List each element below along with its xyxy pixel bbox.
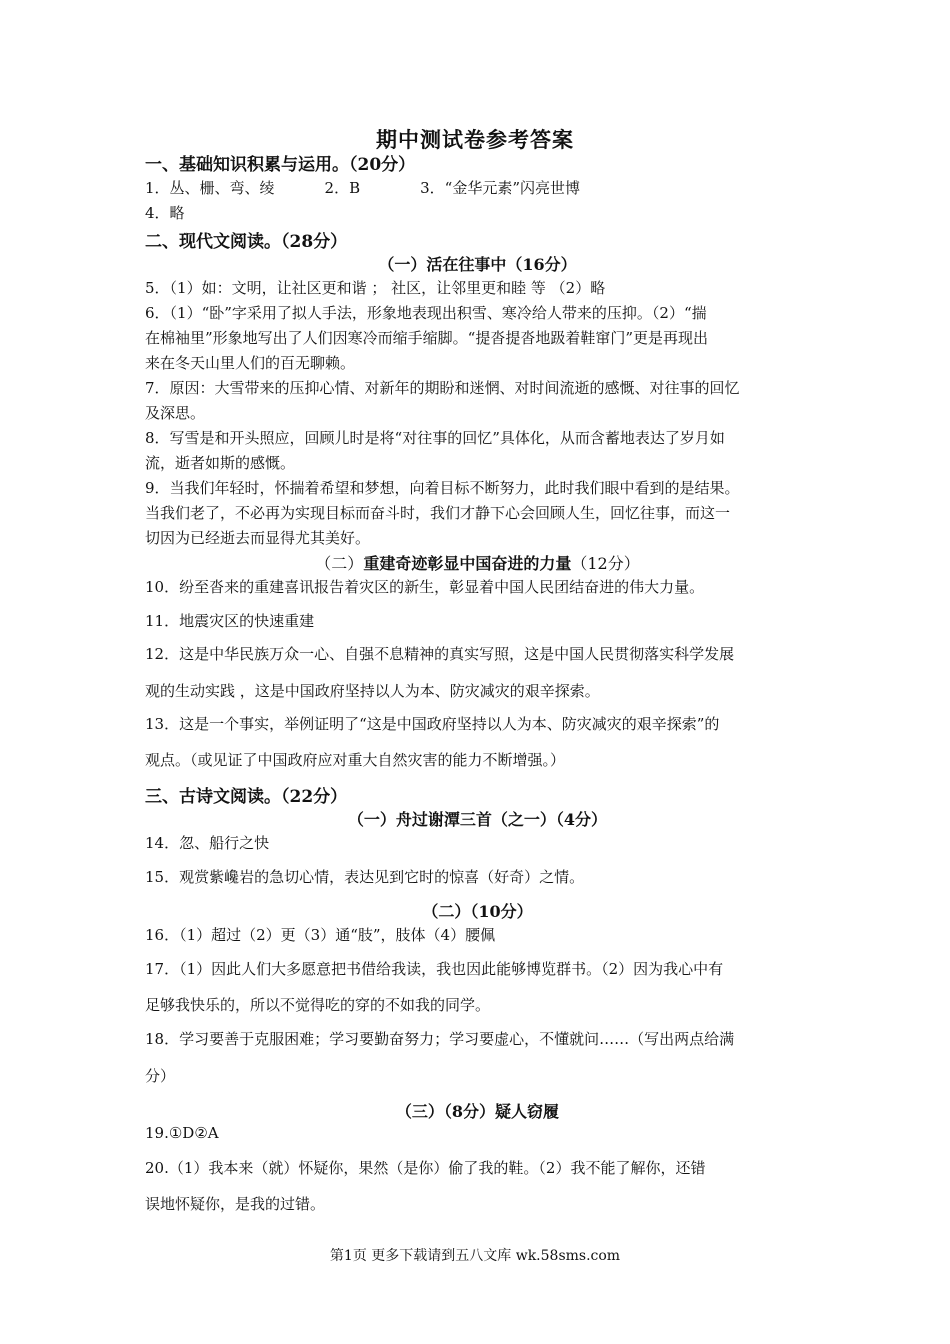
answer-line-1-3	[145, 177, 810, 198]
section-1-heading: 一、基础知识积累与运用。（20分）	[145, 155, 416, 175]
answer-9-line-1: 9．当我们年轻时，怀揣着希望和梦想，向着目标不断努力，此时我们眼中看到的是结果。	[145, 479, 740, 497]
answer-7-line-1: 7．原因：大雪带来的压抑心情、对新年的期盼和迷惘、对时间流逝的感慨、对往事的回忆	[145, 379, 740, 397]
answer-5: 5．（1）如：文明，让社区更和谐 ； 社区，让邻里更和睦 等 （2）略	[145, 279, 606, 297]
answer-17-line-2: 足够我快乐的，所以不觉得吃的穿的不如我的同学。	[145, 996, 491, 1014]
section-3-sub-1-heading: （一）舟过谢潭三首（之一）（4分）	[347, 810, 608, 829]
section-2-heading: 二、现代文阅读。（28分）	[145, 232, 348, 252]
answer-18-line-2: 分）	[145, 1067, 176, 1085]
answer-13-line-1: 13．这是一个事实，举例证明了“这是中国政府坚持以人为本、防灾减灾的艰辛探索”的	[145, 715, 720, 733]
answer-12-line-2: 观的生动实践 ，这是中国政府坚持以人为本、防灾减灾的艰辛探索。	[145, 682, 600, 700]
section-3-sub-3-heading: （三）（8分）疑人窃履	[395, 1102, 560, 1121]
sub-2-title: 重建奇迹彰显中国奋进的力量	[363, 554, 572, 573]
answer-15: 15．观赏紫巉岩的急切心情，表达见到它时的惊喜（好奇）之情。	[145, 868, 585, 886]
section-2-sub-1-heading: （一）活在往事中（16分）	[378, 255, 577, 274]
answer-9-line-3: 切因为已经逝去而显得尤其美好。	[145, 529, 371, 547]
answer-1: 1．丛、栅、弯、绫	[145, 179, 275, 197]
answer-20-line-1: 20.（1）我本来（就）怀疑你，果然（是你）偷了我的鞋。（2）我不能了解你，还错	[145, 1159, 706, 1177]
answer-16: 16．（1）超过（2）更（3）通“肢”，肢体（4）腰佩	[145, 926, 496, 944]
answer-2: 2．B	[324, 179, 361, 197]
answer-17-line-1: 17．（1）因此人们大多愿意把书借给我读，我也因此能够博览群书。（2）因为我心中有	[145, 960, 724, 978]
answer-9-line-2: 当我们老了，不必再为实现目标而奋斗时，我们才静下心会回顾人生，回忆往事，而这一	[145, 504, 731, 522]
answer-13-line-2: 观点。（或见证了中国政府应对重大自然灾害的能力不断增强。）	[145, 751, 566, 769]
answer-11: 11．地震灾区的快速重建	[145, 612, 315, 630]
answer-10: 10．纷至沓来的重建喜讯报告着灾区的新生，彰显着中国人民团结奋进的伟大力量。	[145, 578, 705, 596]
sub-2-suffix: （12分）	[571, 554, 640, 573]
answer-3: 3．“金华元素”闪亮世博	[420, 179, 581, 197]
answer-6-line-1: 6．（1）“卧”字采用了拟人手法，形象地表现出积雪、寒冷给人带来的压抑。（2）“揣	[145, 304, 707, 322]
section-2-sub-2-heading	[145, 551, 810, 574]
answer-14: 14．忽、船行之快	[145, 834, 270, 852]
section-3-heading: 三、古诗文阅读。（22分）	[145, 787, 348, 807]
answer-20-line-2: 误地怀疑你，是我的过错。	[145, 1195, 326, 1213]
answer-4: 4．略	[145, 204, 185, 222]
answer-18-line-1: 18．学习要善于克服困难；学习要勤奋努力；学习要虚心，不懂就问……（写出两点给满	[145, 1030, 735, 1048]
page-footer: 第1页 更多下载请到五八文库 wk.58sms.com	[329, 1248, 621, 1264]
answer-12-line-1: 12．这是中华民族万众一心、自强不息精神的真实写照，这是中国人民贯彻落实科学发展	[145, 645, 735, 663]
answer-19: 19.①D②A	[145, 1124, 219, 1142]
page-title: 期中测试卷参考答案	[376, 127, 574, 152]
answer-7-line-2: 及深思。	[145, 404, 206, 422]
answer-6-line-2: 在棉袖里”形象地写出了人们因寒冷而缩手缩脚。“提沓提沓地趿着鞋窜门”更是再现出	[145, 329, 709, 347]
sub-2-prefix: （二）	[315, 554, 364, 573]
section-3-sub-2-heading: （二）（10分）	[422, 902, 533, 921]
answer-8-line-1: 8．写雪是和开头照应，回顾儿时是将“对往事的回忆”具体化，从而含蓄地表达了岁月如	[145, 429, 725, 447]
answer-8-line-2: 流，逝者如斯的感慨。	[145, 454, 296, 472]
answer-6-line-3: 来在冬天山里人们的百无聊赖。	[145, 354, 356, 372]
